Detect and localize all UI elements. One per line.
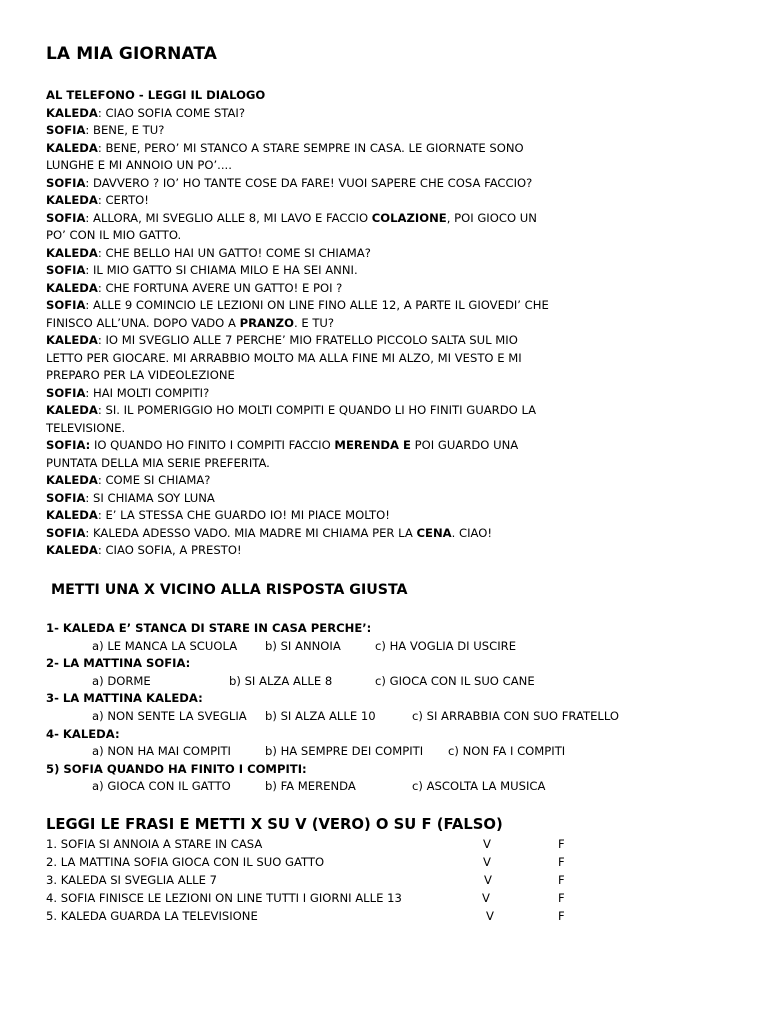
dialog-emphasis: KALEDA xyxy=(46,140,98,155)
dialog-line xyxy=(46,525,746,543)
quiz-option[interactable]: b) SI ALZA ALLE 8 xyxy=(229,673,333,688)
true-option[interactable]: V xyxy=(483,854,491,869)
true-false-heading: LEGGI LE FRASI E METTI X SU V (VERO) O SU F (FALSO) xyxy=(46,816,503,833)
dialog-emphasis: CENA xyxy=(416,525,452,540)
quiz-option[interactable]: a) GIOCA CON IL GATTO xyxy=(92,779,231,794)
dialog-line xyxy=(46,490,746,508)
statement-text: 5. KALEDA GUARDA LA TELEVISIONE xyxy=(46,908,258,923)
true-false-section xyxy=(46,836,746,925)
dialog-text: : BENE, E TU? xyxy=(85,123,165,137)
dialog-emphasis: SOFIA xyxy=(46,210,86,225)
statement-text: 1. SOFIA SI ANNOIA A STARE IN CASA xyxy=(46,837,263,851)
dialog-emphasis: KALEDA xyxy=(46,473,98,487)
dialog-line xyxy=(46,385,746,403)
dialog-line xyxy=(46,122,746,140)
false-option[interactable]: F xyxy=(558,854,565,869)
dialog-line xyxy=(46,245,746,263)
dialog-emphasis: KALEDA xyxy=(46,543,98,557)
dialog-emphasis: KALEDA xyxy=(46,105,98,120)
dialog-emphasis: SOFIA xyxy=(46,263,86,277)
quiz-options xyxy=(46,778,746,796)
true-false-row xyxy=(46,836,746,854)
dialog-line xyxy=(46,350,746,368)
dialog-line xyxy=(46,542,746,560)
quiz-question: 2- LA MATTINA SOFIA: xyxy=(46,656,191,671)
quiz-options xyxy=(46,708,746,726)
true-false-row xyxy=(46,890,746,908)
dialog-emphasis: KALEDA xyxy=(46,508,98,522)
dialog-text: , POI GIOCO UN xyxy=(446,210,537,225)
statement-text: 4. SOFIA FINISCE LE LEZIONI ON LINE TUTTI I GIORNI ALLE 13 xyxy=(46,890,402,905)
quiz-option[interactable]: a) LE MANCA LA SCUOLA xyxy=(92,638,238,653)
dialog-line xyxy=(46,367,746,385)
dialog-line xyxy=(46,262,746,280)
quiz-option[interactable]: a) NON SENTE LA SVEGLIA xyxy=(92,708,247,723)
dialog-line xyxy=(46,472,746,490)
dialog-text: IO QUANDO HO FINITO I COMPITI FACCIO xyxy=(90,438,335,452)
quiz-options xyxy=(46,673,746,691)
true-false-row xyxy=(46,872,746,890)
dialog-text: LUNGHE E MI ANNOIO UN PO’.... xyxy=(46,158,232,172)
dialog-emphasis: SOFIA xyxy=(46,298,86,312)
true-option[interactable]: V xyxy=(483,837,491,851)
quiz-options xyxy=(46,743,746,761)
quiz-option[interactable]: c) NON FA I COMPITI xyxy=(448,744,566,759)
dialog-text: : KALEDA ADESSO VADO. MIA MADRE MI CHIAMA PER LA xyxy=(85,525,417,540)
dialog-emphasis: KALEDA xyxy=(46,403,98,417)
dialog-emphasis: PRANZO xyxy=(239,315,294,330)
quiz-heading: METTI UNA X VICINO ALLA RISPOSTA GIUSTA xyxy=(51,582,408,598)
dialog-text: : E’ LA STESSA CHE GUARDO IO! MI PIACE MOLTO! xyxy=(97,508,390,522)
quiz-option[interactable]: b) FA MERENDA xyxy=(265,779,356,794)
dialog-line xyxy=(46,105,746,123)
dialog-line xyxy=(46,315,746,333)
dialog-text: : CIAO SOFIA COME STAI? xyxy=(97,105,245,120)
dialog-line xyxy=(46,297,746,315)
dialog-text: TELEVISIONE. xyxy=(46,420,126,435)
dialog-line xyxy=(46,455,746,473)
dialog-text: LETTO PER GIOCARE. MI ARRABBIO MOLTO MA ALLA FINE MI ALZO, MI VESTO E MI xyxy=(46,350,522,365)
true-option[interactable]: V xyxy=(482,890,490,905)
dialog-text: : ALLE 9 COMINCIO LE LEZIONI ON LINE FINO ALLE 12, A PARTE IL GIOVEDI’ CHE xyxy=(85,298,549,312)
dialog-text: : COME SI CHIAMA? xyxy=(97,473,211,487)
dialog-emphasis: SOFIA xyxy=(46,385,86,400)
dialog-text: : CHE FORTUNA AVERE UN GATTO! E POI ? xyxy=(97,280,343,295)
quiz-option[interactable]: c) GIOCA CON IL SUO CANE xyxy=(375,673,535,688)
dialog-text: . CIAO! xyxy=(451,525,493,540)
dialog-text: . E TU? xyxy=(293,315,335,330)
dialog-emphasis: SOFIA xyxy=(46,525,86,540)
false-option[interactable]: F xyxy=(558,837,565,851)
statement-text: 3. KALEDA SI SVEGLIA ALLE 7 xyxy=(46,872,217,887)
dialog-line xyxy=(46,227,746,245)
false-option[interactable]: F xyxy=(558,872,565,887)
false-option[interactable]: F xyxy=(558,908,565,923)
dialog-text: : SI CHIAMA SOY LUNA xyxy=(85,490,215,505)
dialog-emphasis: SOFIA xyxy=(46,123,86,137)
dialog-emphasis: KALEDA xyxy=(46,280,98,295)
dialog-text: : CHE BELLO HAI UN GATTO! COME SI CHIAMA? xyxy=(97,245,371,260)
dialog-line xyxy=(46,437,746,455)
dialog-emphasis: SOFIA: xyxy=(46,438,91,452)
quiz-option[interactable]: c) ASCOLTA LA MUSICA xyxy=(412,779,546,794)
dialog-text: : ALLORA, MI SVEGLIO ALLE 8, MI LAVO E FACCIO xyxy=(85,210,372,225)
false-option[interactable]: F xyxy=(558,890,565,905)
dialog-line xyxy=(46,420,746,438)
quiz-section xyxy=(46,620,746,796)
quiz-option[interactable]: c) SI ARRABBIA CON SUO FRATELLO xyxy=(412,708,620,723)
dialog-line xyxy=(46,332,746,350)
quiz-option[interactable]: a) DORME xyxy=(92,673,151,688)
dialog-emphasis: KALEDA xyxy=(46,333,98,347)
quiz-options xyxy=(46,638,746,656)
statement-text: 2. LA MATTINA SOFIA GIOCA CON IL SUO GATTO xyxy=(46,854,325,869)
quiz-question: 4- KALEDA: xyxy=(46,726,120,741)
dialog-text: : IL MIO GATTO SI CHIAMA MILO E HA SEI ANNI. xyxy=(85,263,358,277)
true-false-row xyxy=(46,854,746,872)
dialog-text: : CIAO SOFIA, A PRESTO! xyxy=(97,543,242,557)
dialog-emphasis: KALEDA xyxy=(46,193,98,207)
dialog-line xyxy=(46,157,746,175)
dialog-line xyxy=(46,140,746,158)
dialog-emphasis: MERENDA E xyxy=(334,438,411,452)
dialog-line xyxy=(46,507,746,525)
dialog-emphasis: SOFIA xyxy=(46,490,86,505)
dialog-text: : HAI MOLTI COMPITI? xyxy=(85,385,210,400)
dialog-text: : CERTO! xyxy=(97,193,149,207)
dialog-section xyxy=(46,87,746,560)
true-false-row xyxy=(46,908,746,926)
quiz-question: 3- LA MATTINA KALEDA: xyxy=(46,691,203,706)
dialog-line xyxy=(46,210,746,228)
true-option[interactable]: V xyxy=(484,872,492,887)
dialog-line xyxy=(46,175,746,193)
quiz-question: 1- KALEDA E’ STANCA DI STARE IN CASA PERCHE’: xyxy=(46,621,372,635)
dialog-text: PREPARO PER LA VIDEOLEZIONE xyxy=(46,368,235,382)
dialog-line xyxy=(46,280,746,298)
dialog-text: : DAVVERO ? IO’ HO TANTE COSE DA FARE! VUOI SAPERE CHE COSA FACCIO? xyxy=(85,175,533,190)
dialog-emphasis: KALEDA xyxy=(46,245,98,260)
page-title: LA MIA GIORNATA xyxy=(46,44,218,64)
quiz-option[interactable]: b) SI ALZA ALLE 10 xyxy=(265,708,376,723)
dialog-text: POI GUARDO UNA xyxy=(410,438,519,452)
dialog-text: : SI. IL POMERIGGIO HO MOLTI COMPITI E QUANDO LI HO FINITI GUARDO LA xyxy=(97,403,537,417)
dialog-line xyxy=(46,402,746,420)
quiz-option[interactable]: a) NON HA MAI COMPITI xyxy=(92,744,231,759)
dialog-heading: AL TELEFONO - LEGGI IL DIALOGO xyxy=(46,88,266,102)
dialog-text: : IO MI SVEGLIO ALLE 7 PERCHE’ MIO FRATELLO PICCOLO SALTA SUL MIO xyxy=(97,333,518,347)
dialog-text: PUNTATA DELLA MIA SERIE PREFERITA. xyxy=(46,455,270,470)
dialog-line xyxy=(46,192,746,210)
dialog-text: FINISCO ALL’UNA. DOPO VADO A xyxy=(46,315,240,330)
quiz-option[interactable]: c) HA VOGLIA DI USCIRE xyxy=(375,638,517,653)
dialog-text: : BENE, PERO’ MI STANCO A STARE SEMPRE IN CASA. LE GIORNATE SONO xyxy=(97,140,524,155)
dialog-emphasis: COLAZIONE xyxy=(371,210,447,225)
quiz-option[interactable]: b) HA SEMPRE DEI COMPITI xyxy=(265,744,424,759)
quiz-option[interactable]: b) SI ANNOIA xyxy=(265,638,341,653)
quiz-question: 5) SOFIA QUANDO HA FINITO I COMPITI: xyxy=(46,761,307,776)
dialog-emphasis: SOFIA xyxy=(46,175,86,190)
true-option[interactable]: V xyxy=(486,908,494,923)
dialog-text: PO’ CON IL MIO GATTO. xyxy=(46,228,182,242)
